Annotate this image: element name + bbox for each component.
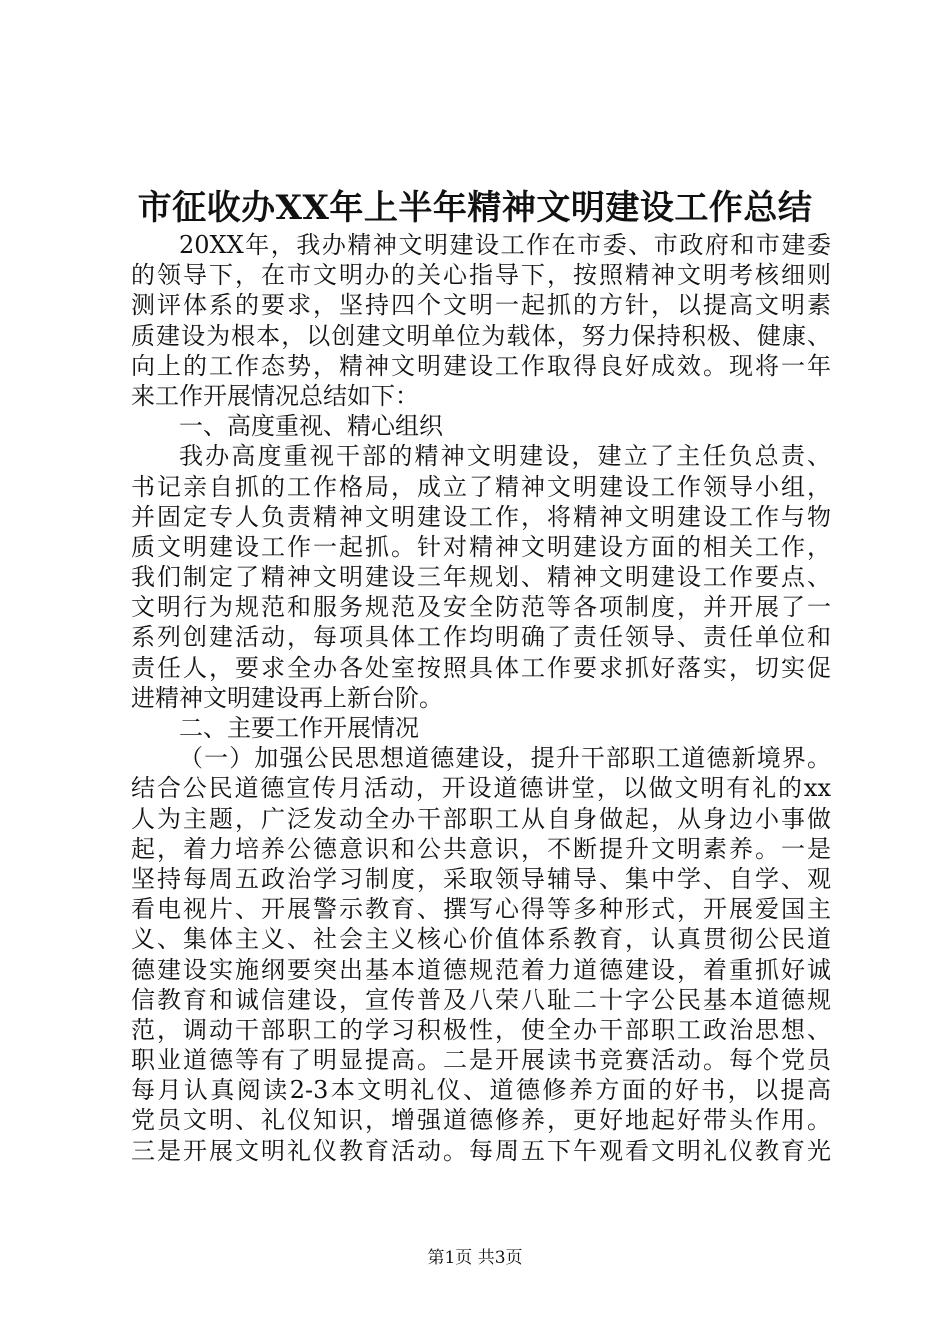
document-title: 市征收办XX年上半年精神文明建设工作总结 xyxy=(137,188,813,228)
page-number: 第1页 共3页 xyxy=(427,1248,523,1268)
paragraph-line: 起，着力培养公德意识和公共意识，不断提升文明素养。一是 xyxy=(131,834,831,863)
paragraph-line: 20XX年，我办精神文明建设工作在市委、市政府和市建委 xyxy=(179,231,831,259)
section-heading: 一、高度重视、精心组织 xyxy=(179,412,443,441)
paragraph-line: 职业道德等有了明显提高。二是开展读书竞赛活动。每个党员 xyxy=(131,1046,831,1075)
paragraph-line: 信教育和诚信建设，宣传普及八荣八耻二十字公民基本道德规 xyxy=(131,985,831,1014)
paragraph-line: 范，调动干部职工的学习积极性，使全办干部职工政治思想、 xyxy=(131,1015,831,1044)
paragraph-line: 质文明建设工作一起抓。针对精神文明建设方面的相关工作， xyxy=(131,532,831,561)
paragraph-line: 的领导下，在市文明办的关心指导下，按照精神文明考核细则 xyxy=(131,261,831,290)
paragraph-line: 结合公民道德宣传月活动，开设道德讲堂，以做文明有礼的xx xyxy=(131,774,831,803)
paragraph-line: 书记亲自抓的工作格局，成立了精神文明建设工作领导小组， xyxy=(131,472,831,501)
paragraph-line: 测评体系的要求，坚持四个文明一起抓的方针，以提高文明素 xyxy=(131,291,831,320)
paragraph-line: 每月认真阅读2-3本文明礼仪、道德修养方面的好书，以提高 xyxy=(131,1076,831,1105)
paragraph-line: 来工作开展情况总结如下： xyxy=(131,381,419,410)
paragraph-line: 党员文明、礼仪知识，增强道德修养，更好地起好带头作用。 xyxy=(131,1106,831,1135)
paragraph-line: （一）加强公民思想道德建设，提升干部职工道德新境界。 xyxy=(179,744,831,773)
document-body xyxy=(131,230,831,1166)
paragraph-line: 文明行为规范和服务规范及安全防范等各项制度，并开展了一 xyxy=(131,593,831,622)
paragraph-line: 系列创建活动，每项具体工作均明确了责任领导、责任单位和 xyxy=(131,623,831,652)
paragraph-line: 向上的工作态势，精神文明建设工作取得良好成效。现将一年 xyxy=(131,351,831,380)
paragraph-line: 我们制定了精神文明建设三年规划、精神文明建设工作要点、 xyxy=(131,563,831,592)
paragraph-line: 坚持每周五政治学习制度，采取领导辅导、集中学、自学、观 xyxy=(131,864,831,893)
paragraph-line: 人为主题，广泛发动全办干部职工从自身做起，从身边小事做 xyxy=(131,804,831,833)
paragraph-line: 看电视片、开展警示教育、撰写心得等多种形式，开展爱国主 xyxy=(131,895,831,924)
paragraph-line: 义、集体主义、社会主义核心价值体系教育，认真贯彻公民道 xyxy=(131,925,831,954)
section-heading: 二、主要工作开展情况 xyxy=(179,714,419,742)
paragraph-line: 德建设实施纲要突出基本道德规范着力道德建设，着重抓好诚 xyxy=(131,955,831,984)
paragraph-line: 三是开展文明礼仪教育活动。每周五下午观看文明礼仪教育光 xyxy=(131,1136,831,1165)
paragraph-line: 责任人，要求全办各处室按照具体工作要求抓好落实，切实促 xyxy=(131,653,831,682)
paragraph-line: 质建设为根本，以创建文明单位为载体，努力保持积极、健康、 xyxy=(131,321,831,350)
paragraph-line: 我办高度重视干部的精神文明建设，建立了主任负总责、 xyxy=(179,442,831,471)
paragraph-line: 并固定专人负责精神文明建设工作，将精神文明建设工作与物 xyxy=(131,502,831,531)
paragraph-line: 进精神文明建设再上新台阶。 xyxy=(131,683,443,712)
